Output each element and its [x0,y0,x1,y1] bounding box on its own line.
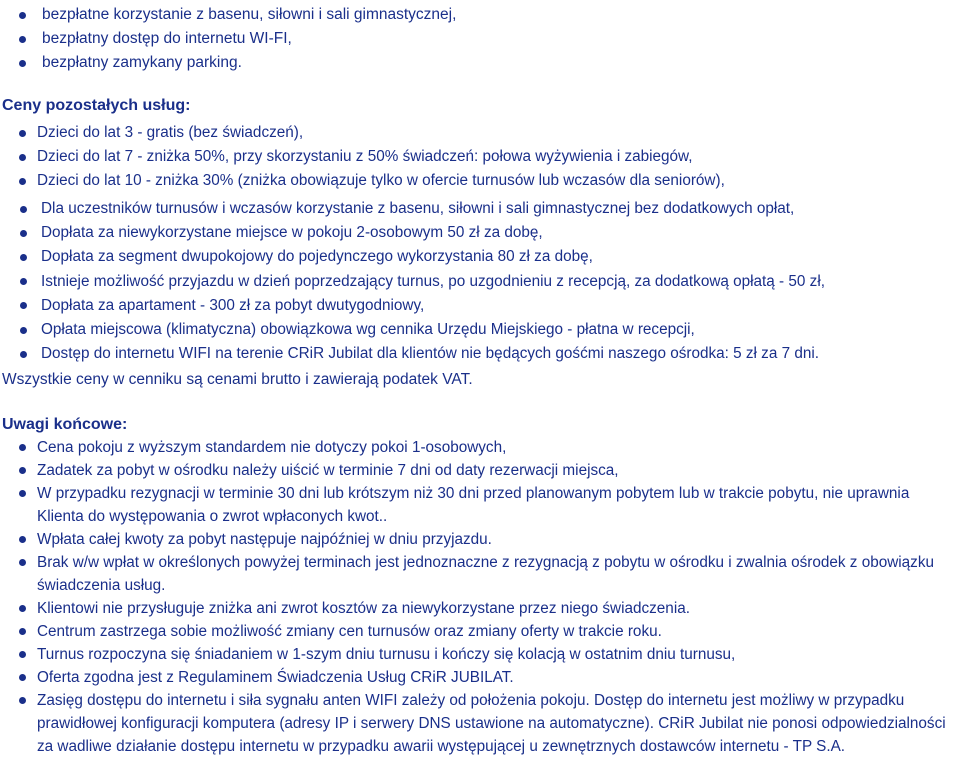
list-item [0,689,960,758]
list-item [0,551,960,597]
bullet-icon [19,674,26,681]
list-item [0,121,725,145]
list-item [0,221,825,245]
list-item-text: Turnus rozpoczyna się śniadaniem w 1-szym dniu turnusu i kończy się kolacją w ostatnim dniu turnusu, [37,646,736,663]
bullet-icon [20,327,27,334]
bullet-icon [19,444,26,451]
list-item-text: Dopłata za apartament - 300 zł za pobyt dwutygodniowy, [41,296,425,314]
list-item-text: Dzieci do lat 3 - gratis (bez świadczeń), [37,124,304,141]
bullet-icon [19,467,26,474]
list-item [0,436,960,459]
bullet-icon [19,605,26,612]
bullet-icon [19,651,26,658]
remarks-heading: Uwagi końcowe: [2,416,128,433]
list-item [0,270,825,294]
prices-heading: Ceny pozostałych usług: [2,97,191,114]
list-item-text: Dzieci do lat 10 - zniżka 30% (zniżka obowiązuje tylko w ofercie turnusów lub wczasów dla seniorów), [37,172,725,189]
bullet-icon [20,278,27,285]
bullet-icon [19,60,26,67]
list-item [0,51,456,75]
list-item-text: Opłata miejscowa (klimatyczna) obowiązkowa wg cennika Urzędu Miejskiego - płatna w recepcji, [41,321,695,339]
list-item [0,318,825,342]
bullet-icon [19,130,26,137]
list-item [0,528,960,551]
remarks-list [0,436,960,758]
list-item-text: Zasięg dostępu do internetu i siła sygnału anten WIFI zależy od położenia pokoju. Dostęp do internetu jest możliwy w przypadku prawidłowej konfiguracji komputera (adresy IP i serwery DNS ustawione na automatyczne). CRiR Jubilat nie ponosi odpowiedzialności za wadliwe działanie dostępu internetu w przypadku awarii występującej u zewnętrznych dostawców internetu - TP S.A. [37,692,946,755]
list-item-text: Oferta zgodna jest z Regulaminem Świadczenia Usług CRiR JUBILAT. [37,669,514,686]
list-item-text: Dopłata za niewykorzystane miejsce w pokoju 2-osobowym 50 zł za dobę, [41,224,543,242]
amenities-list [0,3,456,75]
bullet-icon [19,559,26,566]
list-item-text: bezpłatny dostęp do internetu WI-FI, [42,30,292,47]
bullet-icon [20,351,27,358]
bullet-icon [19,536,26,543]
list-item [0,482,960,528]
bullet-icon [20,254,27,261]
list-item [0,666,960,689]
list-item [0,459,960,482]
list-item [0,245,825,269]
list-item [0,294,825,318]
bullet-icon [19,697,26,704]
list-item [0,342,825,366]
list-item-text: Wpłata całej kwoty za pobyt następuje najpóźniej w dniu przyjazdu. [37,531,492,548]
list-item-text: Dla uczestników turnusów i wczasów korzystanie z basenu, siłowni i sali gimnastycznej bez dodatkowych opłat, [41,200,795,217]
children-prices-list [0,121,725,193]
list-item-text: Istnieje możliwość przyjazdu w dzień poprzedzający turnus, po uzgodnieniu z recepcją, za dodatkową opłatą - 50 zł, [41,272,825,290]
bullet-icon [20,302,27,309]
bullet-icon [19,490,26,497]
bullet-icon [19,12,26,19]
list-item [0,197,825,221]
list-item-text: W przypadku rezygnacji w terminie 30 dni lub krótszym niż 30 dni przed planowanym pobytem lub w trakcie pobytu, nie uprawnia Klienta do występowania o zwrot wpłaconych kwot.. [37,485,910,525]
list-item-text: Klientowi nie przysługuje zniżka ani zwrot kosztów za niewykorzystane przez niego świadczenia. [37,600,690,617]
bullet-icon [19,154,26,161]
list-item [0,145,725,169]
list-item-text: Cena pokoju z wyższym standardem nie dotyczy pokoi 1-osobowych, [37,439,507,456]
list-item [0,3,456,27]
list-item-text: bezpłatne korzystanie z basenu, siłowni i sali gimnastycznej, [42,6,457,23]
list-item [0,27,456,51]
list-item [0,597,960,620]
list-item-text: Centrum zastrzega sobie możliwość zmiany cen turnusów oraz zmiany oferty w trakcie roku. [37,623,662,640]
bullet-icon [19,36,26,43]
list-item-text: Dzieci do lat 7 - zniżka 50%, przy skorzystaniu z 50% świadczeń: połowa wyżywienia i zabiegów, [37,148,693,165]
bullet-icon [19,628,26,635]
list-item-text: bezpłatny zamykany parking. [42,54,242,71]
list-item-text: Dostęp do internetu WIFI na terenie CRiR Jubilat dla klientów nie będących gośćmi naszego ośrodka: 5 zł za 7 dni. [41,345,819,363]
list-item [0,169,725,193]
bullet-icon [20,206,27,213]
surcharges-list [0,197,825,366]
bullet-icon [19,178,26,185]
list-item-text: Dopłata za segment dwupokojowy do pojedynczego wykorzystania 80 zł za dobę, [41,248,593,266]
list-item [0,620,960,643]
bullet-icon [20,230,27,237]
vat-note: Wszystkie ceny w cenniku są cenami brutto i zawierają podatek VAT. [2,371,473,388]
list-item-text: Brak w/w wpłat w określonych powyżej terminach jest jednoznaczne z rezygnacją z pobytu w ośrodku i zwalnia ośrodek z obowiązku świadczenia usług. [37,554,934,594]
list-item [0,643,960,666]
list-item-text: Zadatek za pobyt w ośrodku należy uiścić w terminie 7 dni od daty rezerwacji miejsca, [37,462,619,479]
